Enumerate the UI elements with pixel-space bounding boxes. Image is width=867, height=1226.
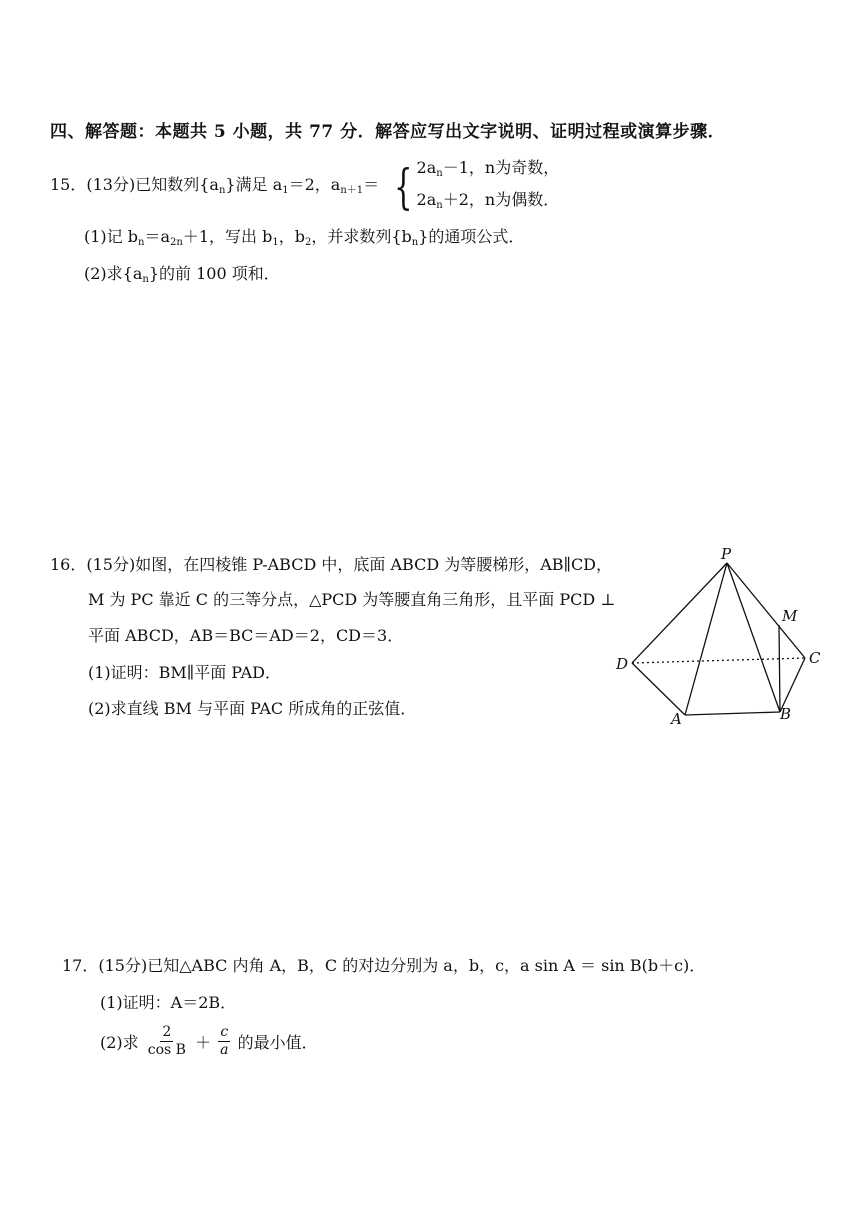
q17-points: (15分) bbox=[98, 956, 148, 975]
label-a: A bbox=[671, 710, 682, 728]
q15-points: (13分) bbox=[86, 175, 136, 194]
label-p: P bbox=[721, 545, 732, 563]
q15-part2: (2)求$\{a_n\}$的前 100 项和． bbox=[84, 264, 280, 285]
q15-cases bbox=[390, 155, 559, 219]
pyramid-figure bbox=[610, 545, 830, 735]
edge-bc bbox=[780, 658, 805, 712]
q17-stem: 17．(15分)已知△ABC 内角 A，B，C 的对边分别为 a，b，c，a sin A ＝ sin B(b＋c)． bbox=[62, 956, 706, 975]
segment-bm bbox=[779, 625, 780, 712]
q15-case-even: $2a_n+2$，n为偶数． bbox=[416, 190, 560, 211]
edge-ab bbox=[685, 712, 780, 715]
edge-da bbox=[632, 663, 685, 715]
q17-number: 17． bbox=[62, 956, 99, 975]
q15-part1: (1)记 $b_n=a_{2n}+1$，写出 $b_1$，$b_2$，并求数列$\{b_n\}$的通项公式． bbox=[84, 227, 525, 248]
q16-number: 16． bbox=[50, 555, 87, 574]
q17-part2: (2)求 $\frac{2}{\text{cos B}}$ ＋ $\frac{c}{a}$ 的最小值． bbox=[100, 1024, 318, 1058]
q15-stem: 15．(13分)已知数列$\{a_n\}$满足 $a_1=2$，$a_{n+1}=$ bbox=[50, 175, 380, 196]
q16-line2: M 为 PC 靠近 C 的三等分点，△PCD 为等腰直角三角形，且平面 PCD ⊥ bbox=[88, 590, 616, 609]
section-header: 四、解答题：本题共 5 小题，共 77 分．解答应写出文字说明、证明过程或演算步骤． bbox=[50, 122, 726, 142]
edge-pb bbox=[727, 563, 780, 712]
q16-part2: (2)求直线 BM 与平面 PAC 所成角的正弦值． bbox=[88, 699, 417, 718]
label-c: C bbox=[809, 649, 821, 667]
q16-line3: 平面 ABCD，AB＝BC＝AD＝2，CD＝3． bbox=[88, 626, 404, 645]
label-d: D bbox=[616, 655, 629, 673]
fraction-2-over-cosb: $\frac{2}{\text{cos B}}$ bbox=[147, 1024, 186, 1058]
label-m: M bbox=[782, 607, 798, 625]
fraction-c-over-a: $\frac{c}{a}$ bbox=[220, 1024, 229, 1058]
left-brace-icon: { bbox=[394, 159, 413, 215]
label-b: B bbox=[780, 705, 792, 723]
q15-number: 15． bbox=[50, 175, 87, 194]
q15-case-odd: $2a_n-1$，n为奇数， bbox=[416, 158, 560, 179]
q16-line1: 16．(15分)如图，在四棱锥 P-ABCD 中，底面 ABCD 为等腰梯形，AB∥CD， bbox=[50, 555, 613, 574]
q16-part1: (1)证明：BM∥平面 PAD． bbox=[88, 663, 281, 682]
q17-part1: (1)证明：A＝2B． bbox=[100, 993, 237, 1012]
q16-points: (15分) bbox=[86, 555, 136, 574]
